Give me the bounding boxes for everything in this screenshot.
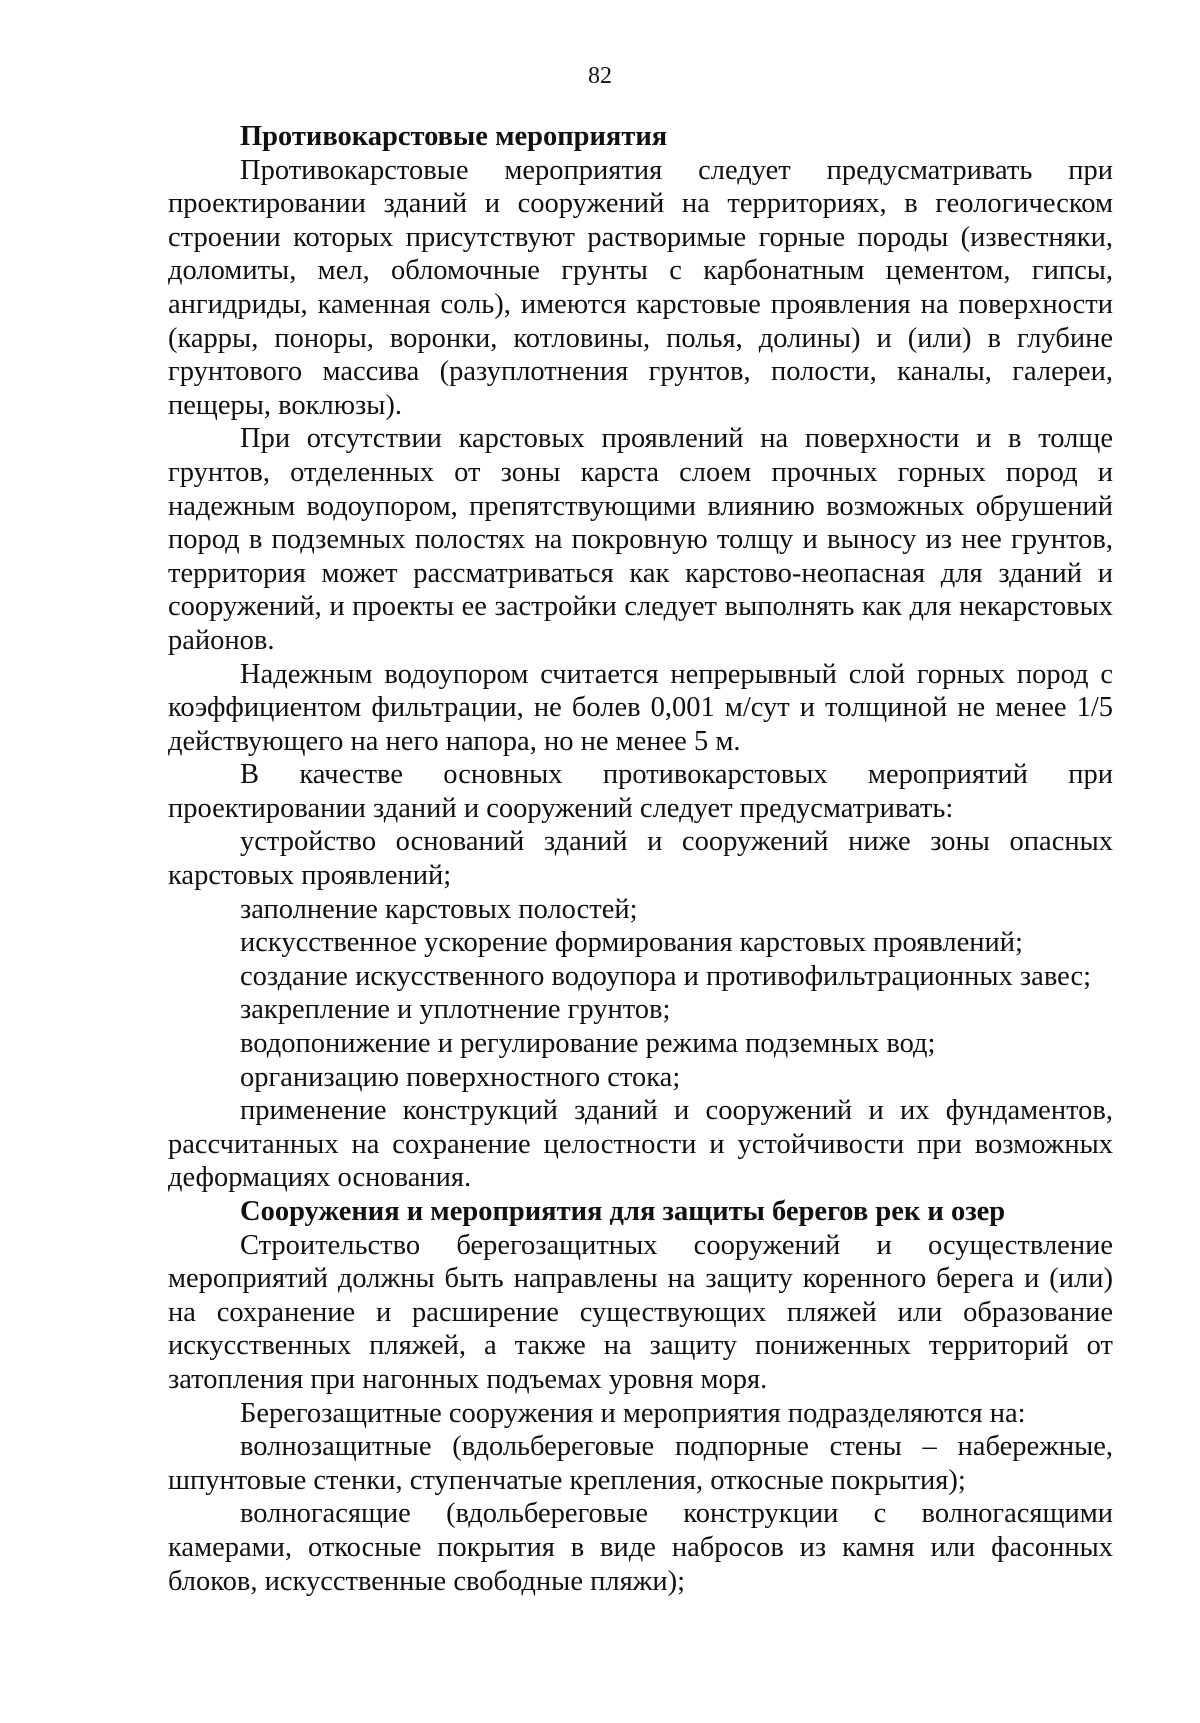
section-heading-antikarst: Противокарстовые мероприятия	[240, 121, 668, 152]
list-item: искусственное ускорение формирования карстовых проявлений;	[240, 927, 1023, 959]
list-item: устройство оснований зданий и сооружений ниже зоны опасных карстовых проявлений;	[168, 826, 1113, 892]
paragraph: Строительство берегозащитных сооружений и осуществление мероприятий должны быть направлены на защиту коренного берега и (или) на сохранение и расширение существующих пляжей или образование искусственных пляжей, а также на защиту пониженных территорий от затопления при нагонных подъемах уровня моря.	[168, 1229, 1113, 1395]
paragraph: При отсутствии карстовых проявлений на поверхности и в толще грунтов, отделенных от зоны карста слоем прочных горных пород и надежным водоупором, препятствующими влиянию возможных обрушений пород в подземных полостях на покровную толщу и выносу из нее грунтов, территория может рассматриваться как карстово-неопасная для зданий и сооружений, и проекты ее застройки следует выполнять как для некарстовых районов.	[168, 423, 1113, 656]
paragraph: Противокарстовые мероприятия следует предусматривать при проектировании зданий и сооружений на территориях, в геологическом строении которых присутствуют растворимые горные породы (известняки, доломиты, мел, обломочные грунты с карбонатным цементом, гипсы, ангидриды, каменная соль), имеются карстовые проявления на поверхности (карры, поноры, воронки, котловины, полья, долины) и (или) в глубине грунтового массива (разуплотнения грунтов, полости, каналы, галереи, пещеры, воклюзы).	[168, 154, 1113, 421]
list-item: организацию поверхностного стока;	[240, 1061, 681, 1093]
page-number: 82	[588, 63, 612, 89]
list-item: волнозащитные (вдольбереговые подпорные стены – набережные, шпунтовые стенки, ступенчатые крепления, откосные покрытия);	[168, 1431, 1113, 1496]
list-item: закрепление и уплотнение грунтов;	[240, 994, 671, 1026]
paragraph: В качестве основных противокарстовых мероприятий при проектировании зданий и сооружений следует предусматривать:	[168, 759, 1113, 824]
paragraph: Надежным водоупором считается непрерывный слой горных пород с коэффициентом фильтрации, не болев 0,001 м/сут и толщиной не менее 1/5 действующего на него напора, но не менее 5 м.	[168, 658, 1113, 757]
paragraph: Берегозащитные сооружения и мероприятия подразделяются на:	[240, 1397, 1026, 1429]
document-body	[168, 120, 1113, 1598]
section-heading-shore-protection: Сооружения и мероприятия для защиты берегов рек и озер	[240, 1196, 1006, 1227]
list-item: волногасящие (вдольбереговые конструкции с волногасящими камерами, откосные покрытия в виде набросов из камня или фасонных блоков, искусственные свободные пляжи);	[168, 1498, 1113, 1597]
list-item: заполнение карстовых полостей;	[240, 893, 638, 925]
list-item: применение конструкций зданий и сооружений и их фундаментов, рассчитанных на сохранение целостности и устойчивости при возможных деформациях основания.	[168, 1095, 1113, 1194]
list-item: водопонижение и регулирование режима подземных вод;	[240, 1028, 936, 1060]
list-item: создание искусственного водоупора и противофильтрационных завес;	[240, 960, 1092, 992]
